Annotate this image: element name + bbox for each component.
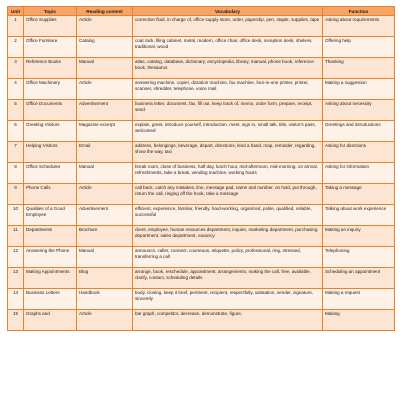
table-row (8, 310, 395, 331)
topic-cell: Departments (24, 226, 77, 247)
topic-cell: Business Letters (24, 289, 77, 310)
unit-cell: 13 (8, 268, 24, 289)
topic-cell: Making Appointments (24, 268, 77, 289)
function-cell: Making a request (323, 289, 395, 310)
function-cell: Telephoning (323, 247, 395, 268)
vocabulary-cell: announce, caller, connect, courteous, etiquette, policy, professional, ring, stressed, transferring a call (133, 247, 323, 268)
function-cell: Making (323, 310, 395, 331)
table-row (8, 121, 395, 142)
unit-cell: 6 (8, 121, 24, 142)
function-cell: Asking for information (323, 163, 395, 184)
table-row (8, 268, 395, 289)
unit-cell: 11 (8, 226, 24, 247)
topic-cell: Office Furniture (24, 37, 77, 58)
header-topic: Topic (24, 7, 77, 16)
vocabulary-cell: break room, close of business, half day, lunch hour, mid-afternoon, mid-morning, on arrival, refreshments, take a break, vending machine, working hours (133, 163, 323, 184)
context-cell: Article (77, 16, 133, 37)
unit-cell: 7 (8, 142, 24, 163)
table-row (8, 100, 395, 121)
header-reading-context: Reading context (77, 7, 133, 16)
vocabulary-cell: efficient, experience, familiar, friendly, hard-working, organized, polite, qualified, reliable, successful (133, 205, 323, 226)
table-row (8, 163, 395, 184)
topic-cell: Office Documents (24, 100, 77, 121)
unit-cell: 15 (8, 310, 24, 331)
context-cell: Manual (77, 58, 133, 79)
table-row (8, 184, 395, 205)
context-cell: Blog (77, 268, 133, 289)
vocabulary-cell: explain, greet, introduce yourself, introduction, meet, sign in, small talk, title, visitor's pass, welcomed (133, 121, 323, 142)
unit-cell: 5 (8, 100, 24, 121)
vocabulary-cell: client, employee, human resources department, inquire, marketing department, purchasing department, sales department, vacancy (133, 226, 323, 247)
function-cell: Greetings and introductions (323, 121, 395, 142)
vocabulary-cell: call back, catch any mistakes, line, message pad, name and number, on hold, put through, return the call, ringing off the hook, take a message (133, 184, 323, 205)
header-row (8, 7, 395, 16)
header-vocabulary: Vocabulary (133, 7, 323, 16)
table-row (8, 142, 395, 163)
topic-cell: Office Machinery (24, 79, 77, 100)
vocabulary-cell: business letter, document, fax, fill out, keep track of, memo, order form, prepare, receipt, send (133, 100, 323, 121)
function-cell: Asking about necessity (323, 100, 395, 121)
topic-cell: Office Supplies (24, 16, 77, 37)
function-cell: Making a suggestion (323, 79, 395, 100)
context-cell: Manual (77, 163, 133, 184)
topic-cell: Reference Books (24, 58, 77, 79)
topic-cell: Phone Calls (24, 184, 77, 205)
unit-cell: 14 (8, 289, 24, 310)
table-row (8, 226, 395, 247)
table-row (8, 79, 395, 100)
table-body (8, 16, 395, 331)
header-unit: Unit (8, 7, 24, 16)
unit-cell: 2 (8, 37, 24, 58)
vocabulary-cell: atlas, catalog, database, dictionary, encyclopedia, library, manual, phone book, reference book, thesaurus (133, 58, 323, 79)
topic-cell: Helping Visitors (24, 142, 77, 163)
vocabulary-cell: answering machine, copier, dictation machine, fax machine, four-in-one printer, printer, scanner, shredder, telephone, voice mail (133, 79, 323, 100)
context-cell: Article (77, 310, 133, 331)
unit-cell: 3 (8, 58, 24, 79)
topic-cell: Qualities of a Good Employee (24, 205, 77, 226)
table-row (8, 247, 395, 268)
context-cell: Manual (77, 247, 133, 268)
topic-cell: Office Schedules (24, 163, 77, 184)
topic-cell: Greeting Visitors (24, 121, 77, 142)
table-row (8, 16, 395, 37)
unit-cell: 12 (8, 247, 24, 268)
table-row (8, 37, 395, 58)
context-cell: Article (77, 184, 133, 205)
vocabulary-cell: bar graph, competitor, decrease, demonstrate, figure, (133, 310, 323, 331)
unit-cell: 8 (8, 163, 24, 184)
unit-cell: 1 (8, 16, 24, 37)
table-row (8, 58, 395, 79)
table-row (8, 205, 395, 226)
unit-cell: 10 (8, 205, 24, 226)
topic-cell: Graphs and (24, 310, 77, 331)
function-cell: Scheduling an appointment (323, 268, 395, 289)
context-cell: Brochure (77, 226, 133, 247)
topic-cell: Answering the Phone (24, 247, 77, 268)
vocabulary-cell: correction fluid, in charge of, office supply store, order, paperclip, pen, staple, supplies, tape (133, 16, 323, 37)
vocabulary-cell: address, belongings, beverage, depart, directions, lend a hand, map, reminder, regarding, show the way, taxi (133, 142, 323, 163)
context-cell: Advertisement (77, 205, 133, 226)
function-cell: Talking about work experience (323, 205, 395, 226)
unit-cell: 4 (8, 79, 24, 100)
function-cell: Asking for directions (323, 142, 395, 163)
vocabulary-cell: arrange, book, reschedule, appointment, arrangements, making the call, free, available, clarify, contact, scheduling details (133, 268, 323, 289)
function-cell: Making an inquiry (323, 226, 395, 247)
context-cell: Advertisement (77, 100, 133, 121)
context-cell: Catalog (77, 37, 133, 58)
function-cell: Offering help (323, 37, 395, 58)
context-cell: Magazine excerpt (77, 121, 133, 142)
unit-cell: 9 (8, 184, 24, 205)
syllabus-table (7, 6, 395, 331)
table-row (8, 289, 395, 310)
context-cell: Email (77, 142, 133, 163)
function-cell: Asking about requirements (323, 16, 395, 37)
header-function: Function (323, 7, 395, 16)
vocabulary-cell: coat rack, filing cabinet, metal, modern, office chair, office desk, reception desk, shelves, traditional, wood (133, 37, 323, 58)
vocabulary-cell: body, closing, keep it brief, pertinent, recipient, respectfully, salutation, sender, signature, sincerely (133, 289, 323, 310)
context-cell: Handbook (77, 289, 133, 310)
function-cell: Taking a message (323, 184, 395, 205)
function-cell: Thanking (323, 58, 395, 79)
context-cell: Article (77, 79, 133, 100)
